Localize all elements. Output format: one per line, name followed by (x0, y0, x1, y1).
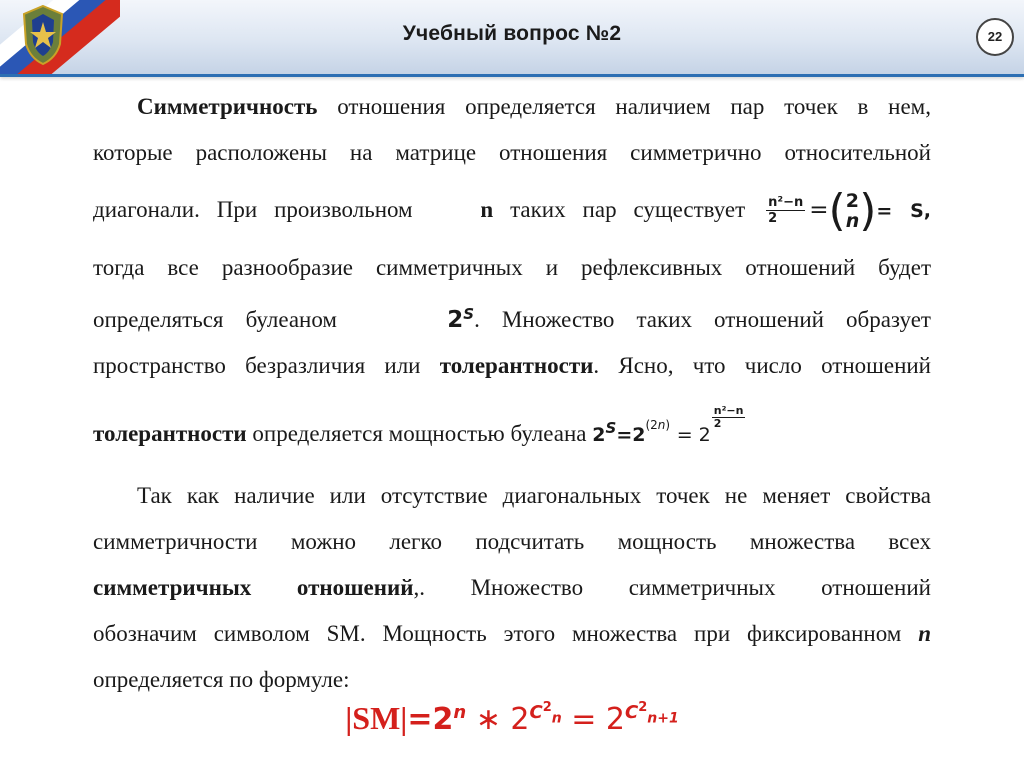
formula-exponent: S (463, 305, 475, 323)
bold-term: Симметричность (137, 94, 318, 119)
booleanum-formula (447, 307, 474, 333)
variable-n: n (480, 197, 494, 222)
binomial-top: 2 (845, 189, 859, 212)
paragraph-1 (93, 84, 931, 471)
text-line (93, 389, 931, 471)
page-number-badge: 22 (976, 18, 1014, 56)
text-span: пространство безразличия или (93, 353, 440, 378)
formula-part: ∗ 2 (466, 702, 530, 737)
text-line: тогда все разнообразие симметричных и рефлексивных отношений будет (93, 255, 931, 280)
bold-term: толерантности (93, 421, 247, 446)
text-line: которые расположены на матрице отношения симметрично относительной (93, 140, 931, 165)
binomial-top: 2 (650, 418, 658, 432)
fraction-denominator: 2 (713, 417, 722, 430)
text-line (93, 343, 931, 389)
text-line: Так как наличие или отсутствие диагональных точек не меняет свойства (137, 483, 931, 508)
fraction-denominator: 2 (768, 211, 778, 226)
text-span: . Множество таких отношений образует (474, 307, 931, 332)
formula-part: =2 (616, 424, 646, 446)
formula-part: = 2 (561, 702, 626, 737)
text-span: определяется мощностью булеана (246, 421, 593, 446)
formula-part: =2 (407, 702, 454, 737)
text-span: диагонали. При произвольном (93, 197, 413, 222)
text-line: симметричности можно легко подсчитать мощность множества всех (93, 529, 931, 554)
text-line: определяется по формуле: (93, 667, 350, 692)
fraction (766, 195, 805, 226)
formula-exponent: S (605, 419, 617, 437)
text-span: = S, (876, 200, 932, 222)
text-line (93, 565, 931, 611)
formula-base: 2 (447, 307, 464, 333)
page-title: Учебный вопрос №2 (402, 22, 622, 45)
fraction-numerator: n²−n (768, 195, 804, 210)
text-span: таких пар существует (493, 197, 746, 222)
combination-symbol: C (625, 702, 639, 723)
formula-part: 2 (592, 424, 606, 446)
text-span: обозначим символом SM. Мощность этого множества при фиксированном (93, 621, 919, 646)
binomial-exponent: (2n) (645, 418, 671, 432)
final-formula (0, 700, 1024, 737)
binomial-bottom: n (845, 209, 860, 232)
slide-content (93, 84, 931, 703)
text-line (93, 176, 931, 245)
text-line (93, 611, 931, 657)
combination-sub: n+1 (647, 710, 679, 727)
exponent-fraction (712, 405, 746, 430)
text-span: ,. Множество симметричных отношений (413, 575, 931, 600)
fraction-numerator: n²−n (713, 404, 744, 417)
formula-part: = 2 (676, 424, 711, 446)
combination-symbol: C (529, 702, 543, 723)
text-span: отношения определяется наличием пар точек в нем, (317, 94, 931, 119)
binomial: ( 2 n ) (828, 184, 877, 236)
binomial-bottom: n (657, 418, 666, 432)
combination-sub: n (551, 710, 562, 727)
paragraph-2 (93, 473, 931, 703)
combination-sup: 2 (542, 700, 552, 715)
bold-term: симметричных отношений (93, 575, 414, 600)
text-span: . Ясно, что число отношений (593, 353, 931, 378)
pairs-formula (762, 184, 877, 236)
combination-sup: 2 (638, 700, 648, 715)
slide-header (0, 0, 1024, 77)
tolerance-formula (592, 404, 749, 446)
formula-exponent: n (453, 702, 467, 723)
text-span: определяться булеаном (93, 307, 337, 332)
text-line (93, 84, 931, 130)
text-line (93, 291, 931, 343)
bold-term: толерантности (439, 353, 594, 378)
variable-n: n (918, 621, 931, 646)
equals-sign: = (809, 197, 829, 223)
formula-lhs: |SM| (345, 700, 408, 736)
